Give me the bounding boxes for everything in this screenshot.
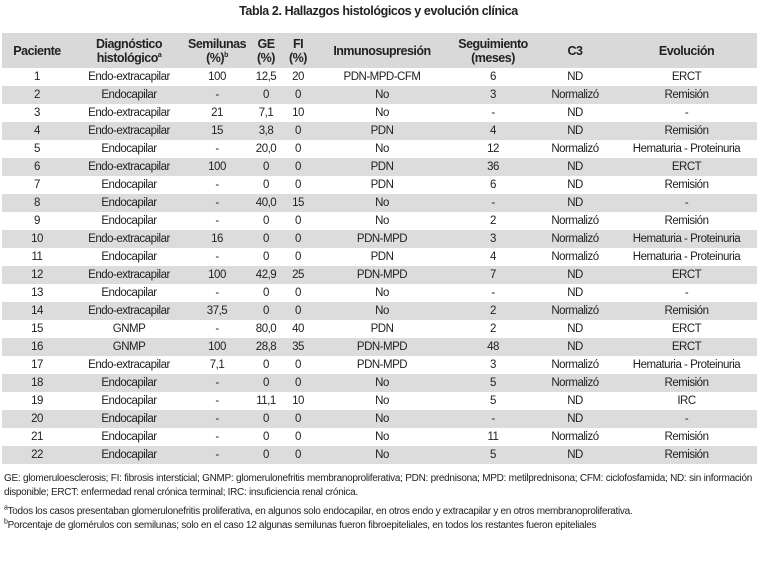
cell-c3: ND xyxy=(534,194,616,212)
cell-outcome: Remisión xyxy=(616,374,757,392)
table-row xyxy=(2,446,757,464)
cell-outcome: Remisión xyxy=(616,122,757,140)
cell-ge: 7,1 xyxy=(258,107,274,119)
header-row xyxy=(2,33,757,68)
cell-crescents: - xyxy=(215,143,219,155)
cell-crescents: - xyxy=(186,194,248,212)
table-row xyxy=(2,392,757,410)
cell-patient: 2 xyxy=(2,86,72,104)
cell-follow-up: 3 xyxy=(452,230,534,248)
cell-crescents: - xyxy=(215,251,219,263)
cell-fi: 0 xyxy=(295,143,301,155)
cell-crescents: - xyxy=(215,323,219,335)
cell-diagnosis: Endo-extracapilar xyxy=(88,359,170,371)
cell-fi: 0 xyxy=(295,359,301,371)
table-row xyxy=(2,374,757,392)
column-header-outcome xyxy=(616,33,757,68)
cell-fi: 0 xyxy=(284,230,312,248)
table-row xyxy=(2,356,757,374)
cell-outcome: ERCT xyxy=(671,323,702,335)
column-header-label: C3 xyxy=(567,43,583,58)
cell-fi: 0 xyxy=(284,86,312,104)
table-row xyxy=(2,230,757,248)
cell-follow-up: 4 xyxy=(452,122,534,140)
cell-fi: 0 xyxy=(295,251,301,263)
cell-c3: ND xyxy=(567,179,583,191)
cell-patient: 8 xyxy=(2,194,72,212)
cell-ge: 28,8 xyxy=(248,338,284,356)
table-row xyxy=(2,158,757,176)
cell-outcome: Remisión xyxy=(664,215,709,227)
cell-fi: 0 xyxy=(295,287,301,299)
abbreviations-note: GE: glomeruloesclerosis; FI: fibrosis intersticial; GNMP: glomerulonefritis membranoproliferativa; PDN: prednisona; MPD: metilprednisona; CFM: ciclofosfamida; ND: sin información disponible; ERCT: enfermedad renal crónica terminal; IRC: insuficiencia renal crónica. xyxy=(4,473,752,498)
table-row xyxy=(2,428,757,446)
cell-ge: 0 xyxy=(263,215,269,227)
cell-immunosuppression: No xyxy=(312,446,452,464)
cell-outcome: IRC xyxy=(677,395,696,407)
cell-c3: ND xyxy=(567,323,583,335)
cell-crescents: - xyxy=(186,410,248,428)
footnote-mark: a xyxy=(157,51,162,59)
cell-diagnosis: Endocapilar xyxy=(101,215,157,227)
cell-patient: 5 xyxy=(34,143,40,155)
cell-follow-up: 4 xyxy=(490,251,496,263)
column-header-follow-up xyxy=(452,33,534,68)
cell-immunosuppression: PDN xyxy=(312,158,452,176)
cell-crescents: 100 xyxy=(186,266,248,284)
cell-fi: 0 xyxy=(284,410,312,428)
cell-outcome: Hematuria - Proteinuria xyxy=(616,230,757,248)
cell-patient: 4 xyxy=(2,122,72,140)
cell-c3: Normalizó xyxy=(551,251,599,263)
column-header-label-line2: (meses) xyxy=(471,50,515,65)
cell-immunosuppression: No xyxy=(375,107,389,119)
cell-patient: 21 xyxy=(31,431,43,443)
cell-follow-up: - xyxy=(491,287,495,299)
cell-immunosuppression: PDN-MPD xyxy=(312,230,452,248)
cell-immunosuppression: No xyxy=(312,374,452,392)
cell-immunosuppression: PDN xyxy=(370,251,394,263)
cell-follow-up: 5 xyxy=(490,395,496,407)
table-notes xyxy=(4,472,752,533)
cell-follow-up: 3 xyxy=(490,359,496,371)
cell-immunosuppression: No xyxy=(375,215,389,227)
cell-fi: 0 xyxy=(284,158,312,176)
cell-patient: 22 xyxy=(2,446,72,464)
cell-diagnosis: GNMP xyxy=(112,323,146,335)
cell-outcome: Remisión xyxy=(664,179,709,191)
cell-c3: ND xyxy=(567,395,583,407)
column-header-label: Seguimiento xyxy=(458,36,528,51)
table-row xyxy=(2,176,757,194)
cell-crescents: 100 xyxy=(186,158,248,176)
cell-c3: Normalizó xyxy=(534,86,616,104)
footnote-a xyxy=(4,505,752,519)
cell-immunosuppression: No xyxy=(375,395,389,407)
cell-diagnosis: Endocapilar xyxy=(101,251,157,263)
cell-patient: 14 xyxy=(2,302,72,320)
cell-diagnosis: Endo-extracapilar xyxy=(72,230,186,248)
table-row xyxy=(2,302,757,320)
cell-outcome: ERCT xyxy=(616,266,757,284)
column-header-diagnosis xyxy=(72,33,186,68)
cell-c3: ND xyxy=(534,338,616,356)
cell-follow-up: 2 xyxy=(490,215,496,227)
column-header-label: Inmunosupresión xyxy=(333,43,431,58)
cell-patient: 18 xyxy=(2,374,72,392)
cell-follow-up: 6 xyxy=(490,71,496,83)
cell-fi: 20 xyxy=(292,71,304,83)
footnote-b xyxy=(4,519,752,533)
cell-ge: 3,8 xyxy=(248,122,284,140)
cell-immunosuppression: PDN-MPD xyxy=(312,338,452,356)
column-header-label-line2: (%) xyxy=(206,50,225,65)
column-header-crescents xyxy=(186,33,248,68)
cell-crescents: - xyxy=(215,431,219,443)
column-header-fi xyxy=(284,33,312,68)
cell-c3: Normalizó xyxy=(534,230,616,248)
cell-outcome: Hematuria - Proteinuria xyxy=(632,251,741,263)
cell-immunosuppression: PDN xyxy=(312,122,452,140)
cell-c3: ND xyxy=(534,446,616,464)
footnote-b-text: Porcentaje de glomérulos con semilunas; solo en el caso 12 algunas semilunas fueron fibroepiteliales, en todos los restantes fueron epiteliales xyxy=(7,520,597,531)
column-header-ge xyxy=(248,33,284,68)
cell-diagnosis: Endocapilar xyxy=(72,374,186,392)
cell-outcome: Remisión xyxy=(664,431,709,443)
cell-follow-up: 5 xyxy=(452,446,534,464)
cell-follow-up: - xyxy=(452,410,534,428)
cell-immunosuppression: No xyxy=(312,302,452,320)
cell-immunosuppression: PDN xyxy=(370,179,394,191)
column-header-label-line2: (%) xyxy=(289,50,307,65)
cell-patient: 10 xyxy=(2,230,72,248)
cell-diagnosis: Endo-extracapilar xyxy=(72,302,186,320)
cell-ge: 11,1 xyxy=(256,395,276,407)
table-row xyxy=(2,140,757,158)
cell-outcome: Hematuria - Proteinuria xyxy=(632,359,741,371)
footnote-mark: b xyxy=(224,51,228,59)
cell-fi: 0 xyxy=(295,431,301,443)
cell-outcome: - xyxy=(616,194,757,212)
cell-ge: 0 xyxy=(248,446,284,464)
cell-diagnosis: Endocapilar xyxy=(101,179,157,191)
cell-follow-up: 48 xyxy=(452,338,534,356)
column-header-c3 xyxy=(534,33,616,68)
cell-immunosuppression: PDN xyxy=(370,323,394,335)
cell-c3: Normalizó xyxy=(551,431,599,443)
cell-outcome: Hematuria - Proteinuria xyxy=(632,143,741,155)
cell-fi: 40 xyxy=(292,323,304,335)
cell-ge: 0 xyxy=(263,251,269,263)
cell-patient: 12 xyxy=(2,266,72,284)
cell-crescents: 7,1 xyxy=(209,359,225,371)
column-header-label: Diagnóstico xyxy=(95,36,163,51)
cell-fi: 0 xyxy=(284,374,312,392)
cell-diagnosis: Endocapilar xyxy=(101,431,157,443)
cell-c3: Normalizó xyxy=(551,143,599,155)
cell-c3: ND xyxy=(567,107,583,119)
cell-crescents: 100 xyxy=(186,338,248,356)
cell-patient: 1 xyxy=(34,71,40,83)
cell-outcome: - xyxy=(684,287,689,299)
footnote-a-mark: a xyxy=(4,504,8,512)
cell-immunosuppression: No xyxy=(312,410,452,428)
cell-diagnosis: Endo-extracapilar xyxy=(72,266,186,284)
cell-follow-up: - xyxy=(452,194,534,212)
column-header-patient xyxy=(2,33,72,68)
table-row xyxy=(2,248,757,266)
cell-patient: 17 xyxy=(31,359,43,371)
cell-fi: 0 xyxy=(284,446,312,464)
histology-table xyxy=(2,33,757,464)
footnote-a-text: Todos los casos presentaban glomerulonefritis proliferativa, en algunos solo endocapilar, en otros endo y extracapilar y en otros membranoproliferativa. xyxy=(7,506,633,517)
cell-ge: 0 xyxy=(248,230,284,248)
table-row xyxy=(2,104,757,122)
column-header-label: Evolución xyxy=(658,43,715,58)
cell-outcome: - xyxy=(616,410,757,428)
cell-fi: 10 xyxy=(292,395,304,407)
cell-ge: 12,5 xyxy=(255,71,277,83)
cell-follow-up: 7 xyxy=(452,266,534,284)
cell-patient: 3 xyxy=(34,107,40,119)
cell-fi: 0 xyxy=(295,215,301,227)
cell-follow-up: - xyxy=(491,107,495,119)
cell-outcome: Remisión xyxy=(616,446,757,464)
cell-c3: ND xyxy=(567,287,583,299)
cell-ge: 80,0 xyxy=(255,323,277,335)
cell-outcome: Remisión xyxy=(616,86,757,104)
cell-immunosuppression: No xyxy=(375,287,389,299)
table-row xyxy=(2,320,757,338)
cell-follow-up: 3 xyxy=(452,86,534,104)
cell-fi: 0 xyxy=(284,302,312,320)
cell-diagnosis: GNMP xyxy=(72,338,186,356)
cell-fi: 25 xyxy=(284,266,312,284)
column-header-label: GE xyxy=(257,36,275,51)
table-row xyxy=(2,284,757,302)
cell-crescents: - xyxy=(186,374,248,392)
cell-diagnosis: Endocapilar xyxy=(101,395,157,407)
cell-crescents: 100 xyxy=(208,71,226,83)
cell-diagnosis: Endocapilar xyxy=(101,287,157,299)
cell-diagnosis: Endo-extracapilar xyxy=(88,107,170,119)
cell-immunosuppression: PDN-MPD xyxy=(356,359,408,371)
cell-immunosuppression: No xyxy=(312,194,452,212)
cell-diagnosis: Endocapilar xyxy=(72,194,186,212)
cell-crescents: - xyxy=(215,179,219,191)
cell-c3: Normalizó xyxy=(551,215,599,227)
cell-c3: Normalizó xyxy=(551,359,599,371)
cell-ge: 0 xyxy=(248,86,284,104)
cell-diagnosis: Endocapilar xyxy=(101,143,157,155)
table-row xyxy=(2,410,757,428)
column-header-label-line2: (%) xyxy=(257,50,275,65)
cell-ge: 0 xyxy=(263,179,269,191)
cell-follow-up: 12 xyxy=(487,143,499,155)
cell-patient: 6 xyxy=(2,158,72,176)
cell-crescents: 37,5 xyxy=(186,302,248,320)
cell-crescents: 15 xyxy=(186,122,248,140)
cell-crescents: - xyxy=(215,395,219,407)
cell-patient: 11 xyxy=(31,251,43,263)
table-row xyxy=(2,194,757,212)
table-body xyxy=(2,68,757,464)
cell-patient: 19 xyxy=(31,395,43,407)
column-header-label-line2: histológico xyxy=(96,50,158,65)
column-header-label: Paciente xyxy=(13,43,61,58)
cell-crescents: - xyxy=(215,215,219,227)
cell-crescents: 21 xyxy=(211,107,223,119)
cell-patient: 9 xyxy=(34,215,40,227)
table-row xyxy=(2,86,757,104)
table-title: Tabla 2. Hallazgos histológicos y evolución clínica xyxy=(239,4,518,18)
cell-follow-up: 2 xyxy=(490,323,496,335)
cell-ge: 0 xyxy=(263,431,269,443)
cell-follow-up: 5 xyxy=(452,374,534,392)
table-row xyxy=(2,122,757,140)
cell-patient: 13 xyxy=(31,287,43,299)
cell-crescents: 16 xyxy=(186,230,248,248)
cell-outcome: ERCT xyxy=(616,158,757,176)
cell-c3: ND xyxy=(567,71,583,83)
cell-immunosuppression: No xyxy=(375,143,389,155)
cell-c3: Normalizó xyxy=(534,374,616,392)
cell-patient: 16 xyxy=(2,338,72,356)
cell-c3: ND xyxy=(534,410,616,428)
cell-patient: 20 xyxy=(2,410,72,428)
cell-ge: 42,9 xyxy=(248,266,284,284)
cell-c3: ND xyxy=(534,266,616,284)
cell-outcome: - xyxy=(684,107,689,119)
cell-follow-up: 2 xyxy=(452,302,534,320)
column-header-immunosuppression xyxy=(312,33,452,68)
cell-ge: 20,0 xyxy=(255,143,277,155)
column-header-label: FI xyxy=(292,36,304,51)
table-row xyxy=(2,212,757,230)
cell-c3: ND xyxy=(534,122,616,140)
cell-fi: 15 xyxy=(284,194,312,212)
cell-crescents: - xyxy=(186,86,248,104)
table-row xyxy=(2,68,757,86)
cell-diagnosis: Endocapilar xyxy=(72,410,186,428)
cell-outcome: ERCT xyxy=(616,338,757,356)
footnote-b-mark: b xyxy=(4,518,8,526)
cell-outcome: ERCT xyxy=(671,71,702,83)
cell-diagnosis: Endo-extracapilar xyxy=(88,71,170,83)
cell-crescents: - xyxy=(215,287,219,299)
cell-immunosuppression: No xyxy=(375,431,389,443)
cell-immunosuppression: PDN-MPD-CFM xyxy=(343,71,421,83)
cell-follow-up: 6 xyxy=(490,179,496,191)
cell-crescents: - xyxy=(186,446,248,464)
column-header-label: Semilunas xyxy=(188,36,247,51)
cell-ge: 0 xyxy=(263,359,269,371)
cell-fi: 35 xyxy=(284,338,312,356)
cell-diagnosis: Endo-extracapilar xyxy=(72,122,186,140)
cell-follow-up: 11 xyxy=(487,431,499,443)
cell-patient: 7 xyxy=(34,179,40,191)
cell-ge: 0 xyxy=(248,158,284,176)
cell-outcome: Remisión xyxy=(616,302,757,320)
cell-ge: 0 xyxy=(248,302,284,320)
cell-fi: 10 xyxy=(292,107,304,119)
cell-fi: 0 xyxy=(284,122,312,140)
cell-c3: ND xyxy=(534,158,616,176)
cell-c3: Normalizó xyxy=(534,302,616,320)
cell-diagnosis: Endo-extracapilar xyxy=(72,158,186,176)
cell-patient: 15 xyxy=(31,323,43,335)
table-row xyxy=(2,266,757,284)
cell-ge: 0 xyxy=(248,374,284,392)
cell-ge: 40,0 xyxy=(248,194,284,212)
cell-immunosuppression: PDN-MPD xyxy=(312,266,452,284)
cell-diagnosis: Endocapilar xyxy=(72,446,186,464)
cell-fi: 0 xyxy=(295,179,301,191)
table-row xyxy=(2,338,757,356)
cell-ge: 0 xyxy=(248,410,284,428)
cell-follow-up: 36 xyxy=(452,158,534,176)
cell-immunosuppression: No xyxy=(312,86,452,104)
cell-ge: 0 xyxy=(263,287,269,299)
cell-diagnosis: Endocapilar xyxy=(72,86,186,104)
